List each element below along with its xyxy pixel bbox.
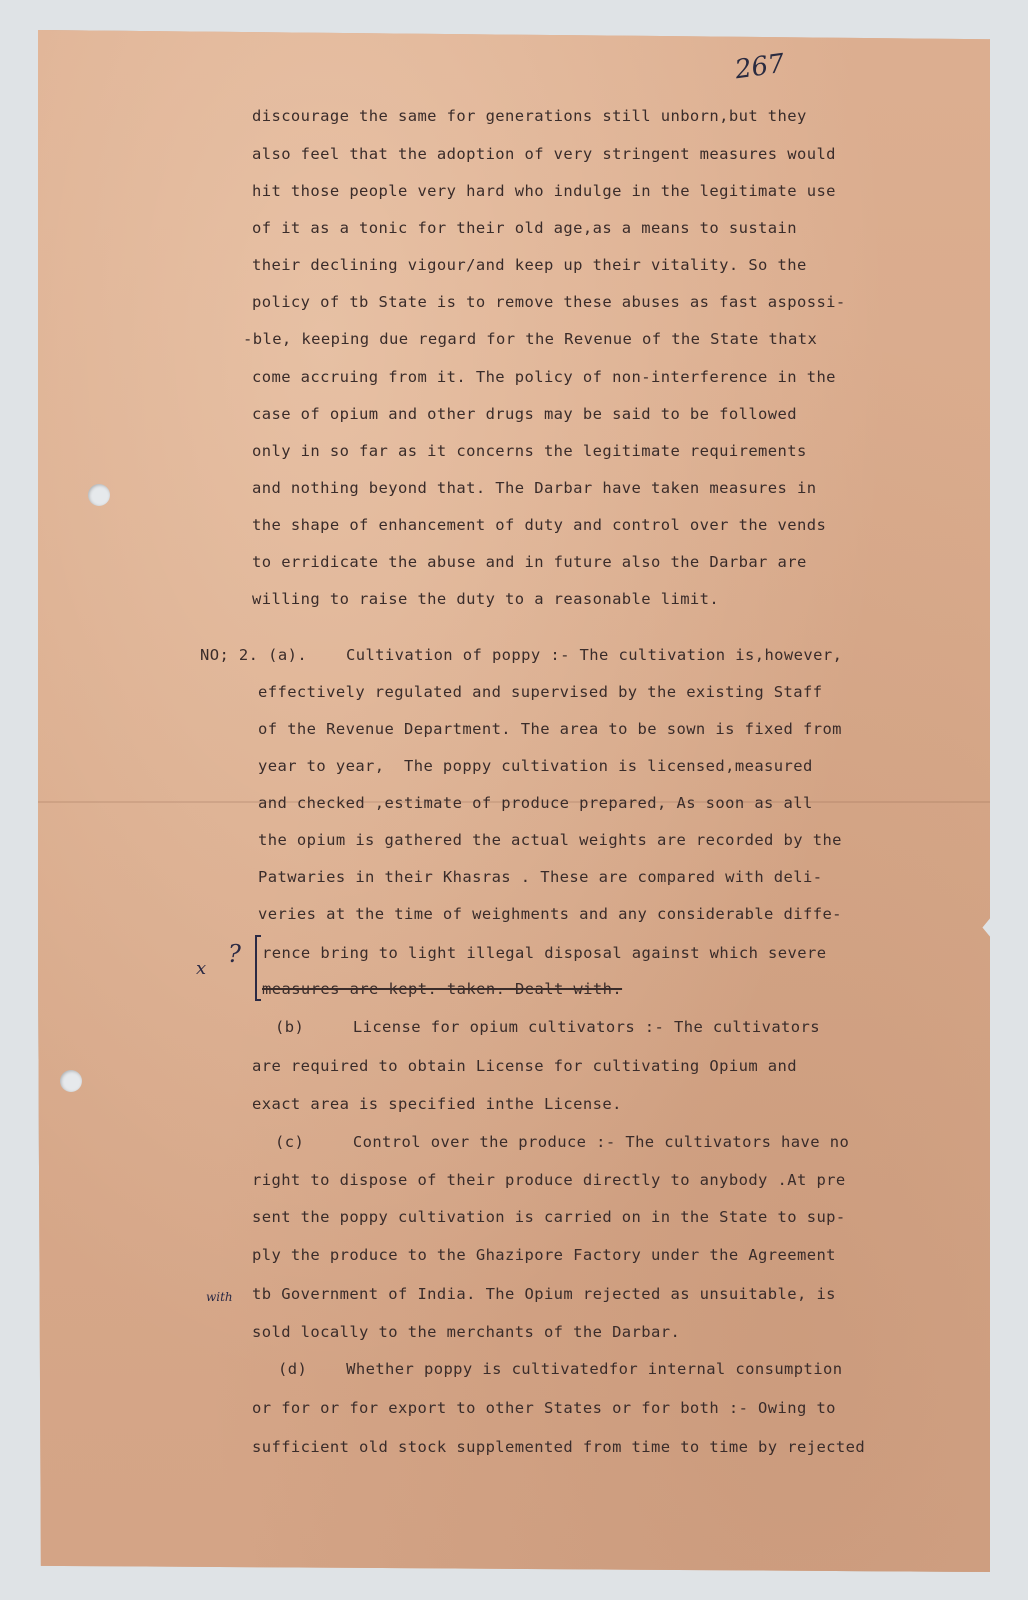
text-line: of the Revenue Department. The area to be sown is fixed from <box>258 720 842 738</box>
text-line: sufficient old stock supplemented from time to time by rejected <box>252 1438 866 1456</box>
text-line: hit those people very hard who indulge in the legitimate use <box>252 182 836 200</box>
page-number: 267 <box>733 48 787 86</box>
text-line: and checked ,estimate of produce prepared, As soon as all <box>258 794 813 812</box>
text-line: their declining vigour/and keep up their vitality. So the <box>252 256 807 274</box>
text-line: exact area is specified inthe License. <box>252 1095 622 1113</box>
text-line: case of opium and other drugs may be said to be followed <box>252 405 797 423</box>
punch-hole <box>60 1070 82 1092</box>
text-line: tb Government of India. The Opium rejected as unsuitable, is <box>252 1285 836 1303</box>
text-line: veries at the time of weighments and any considerable diffe- <box>258 905 842 923</box>
text-line: are required to obtain License for cultivating Opium and <box>252 1057 797 1075</box>
text-line: come accruing from it. The policy of non-interference in the <box>252 368 836 386</box>
text-line-struck: measures are kept. taken. Dealt with. <box>262 980 623 998</box>
text-line-amended: rence bring to light illegal disposal against which severe <box>262 944 827 962</box>
text-line: of it as a tonic for their old age,as a means to sustain <box>252 219 797 237</box>
text-line: discourage the same for generations still unborn,but they <box>252 107 807 125</box>
text-line: ply the produce to the Ghazipore Factory under the Agreement <box>252 1246 836 1264</box>
text-line: willing to raise the duty to a reasonable limit. <box>252 590 720 608</box>
text-line: or for or for export to other States or for both :- Owing to <box>252 1399 836 1417</box>
margin-mark-x: x <box>196 958 207 979</box>
text-line: the shape of enhancement of duty and control over the vends <box>252 516 827 534</box>
text-line: sent the poppy cultivation is carried on in the State to sup- <box>252 1208 846 1226</box>
text-line: effectively regulated and supervised by the existing Staff <box>258 683 823 701</box>
margin-note-with: with <box>206 1290 233 1304</box>
text-line: also feel that the adoption of very stringent measures would <box>252 145 836 163</box>
text-line: right to dispose of their produce directly to anybody .At pre <box>252 1171 846 1189</box>
text-line: only in so far as it concerns the legitimate requirements <box>252 442 807 460</box>
section-heading: NO; 2. (a). Cultivation of poppy :- The cultivation is,however, <box>200 646 843 664</box>
text-line: year to year, The poppy cultivation is licensed,measured <box>258 757 813 775</box>
text-line: and nothing beyond that. The Darbar have taken measures in <box>252 479 817 497</box>
text-line: Patwaries in their Khasras . These are compared with deli- <box>258 868 823 886</box>
text-line: policy of tb State is to remove these abuses as fast aspossi- <box>252 293 846 311</box>
text-line: sold locally to the merchants of the Darbar. <box>252 1323 681 1341</box>
margin-mark-question: ? <box>228 940 241 968</box>
punch-hole <box>88 484 110 506</box>
subsection-heading: (d) Whether poppy is cultivatedfor internal consumption <box>278 1360 843 1378</box>
subsection-heading: (c) Control over the produce :- The cultivators have no <box>275 1133 850 1151</box>
text-line: -ble, keeping due regard for the Revenue of the State thatx <box>243 330 818 348</box>
text-line: to erridicate the abuse and in future also the Darbar are <box>252 553 807 571</box>
text-line: the opium is gathered the actual weights are recorded by the <box>258 831 842 849</box>
margin-bracket <box>255 935 261 1001</box>
subsection-heading: (b) License for opium cultivators :- The cultivators <box>275 1018 820 1036</box>
